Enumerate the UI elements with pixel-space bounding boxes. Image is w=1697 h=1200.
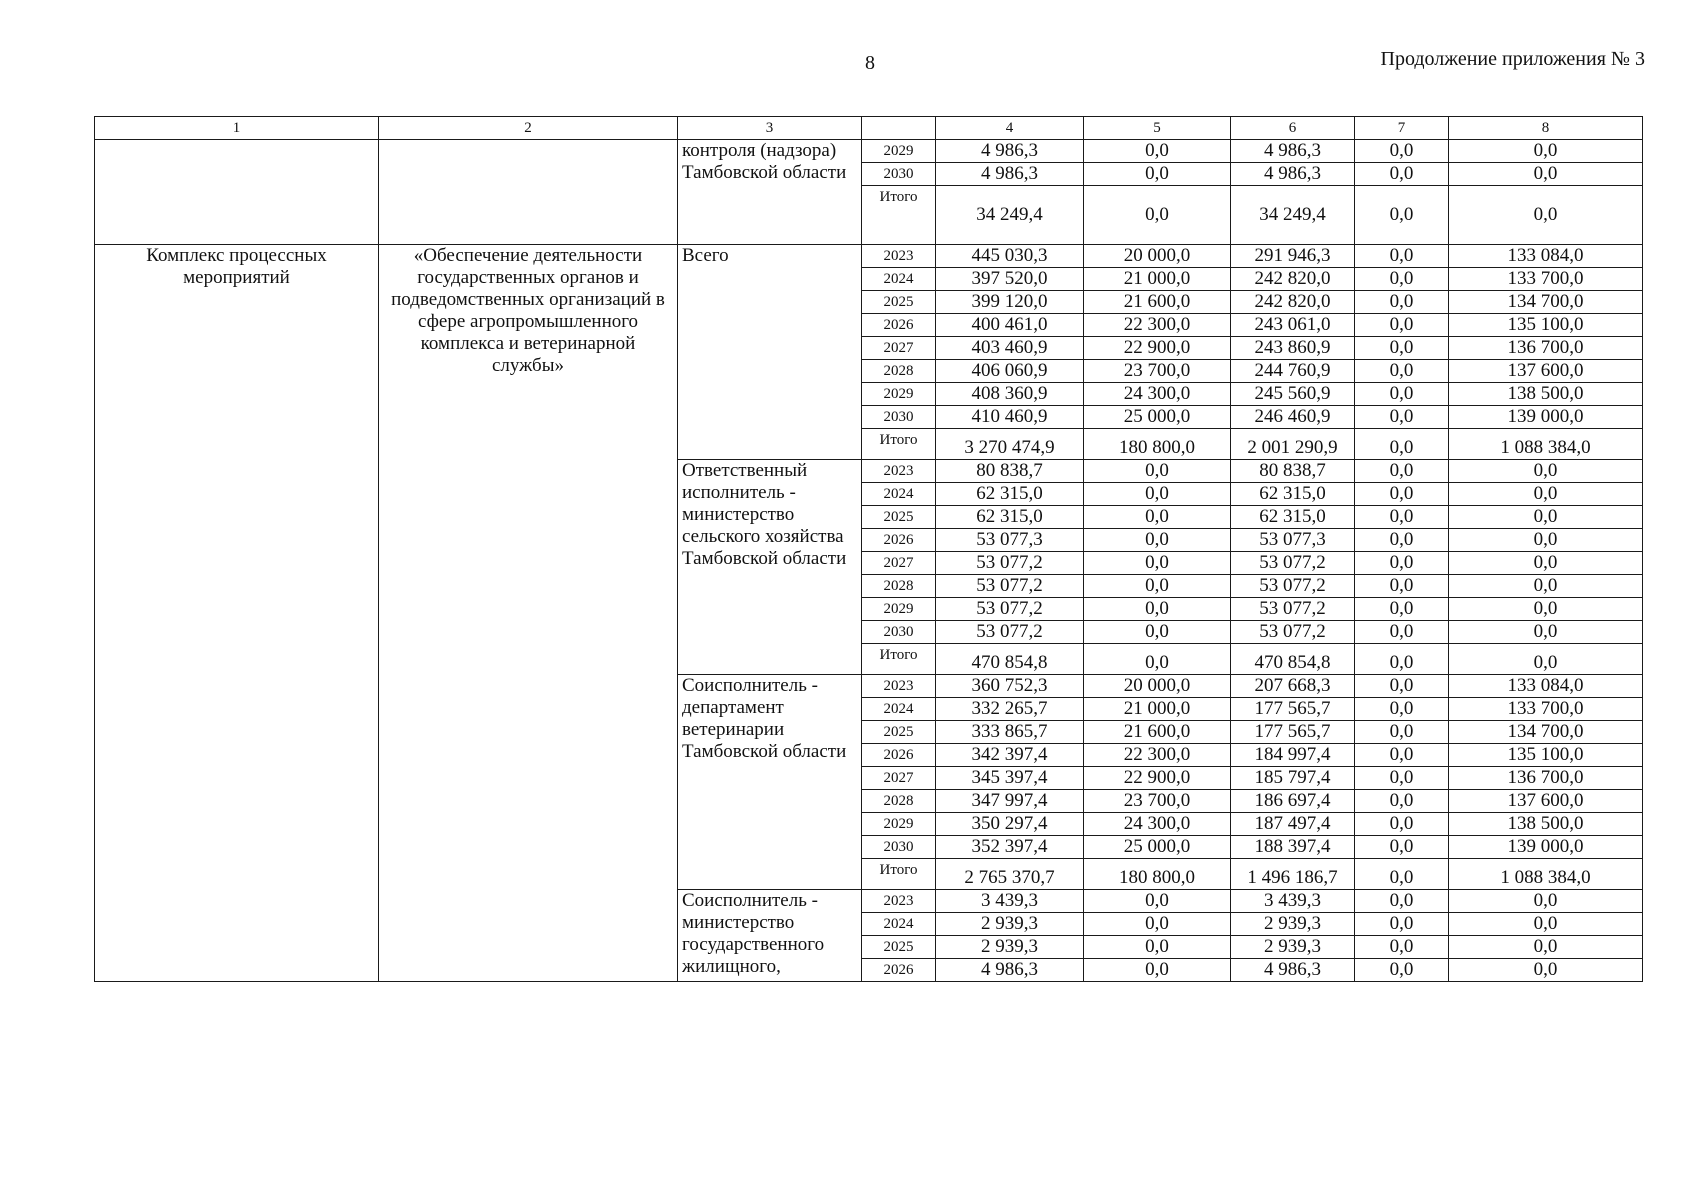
cell-col8: 133 700,0	[1449, 268, 1643, 291]
cell-col7: 0,0	[1355, 890, 1449, 913]
total-cell-col5: 0,0	[1084, 644, 1231, 675]
cell-col5: 24 300,0	[1084, 383, 1231, 406]
year-cell: 2023	[862, 890, 936, 913]
cell-col8: 136 700,0	[1449, 767, 1643, 790]
cell-col7: 0,0	[1355, 959, 1449, 982]
cell-col8: 0,0	[1449, 598, 1643, 621]
total-cell-col8: 1 088 384,0	[1449, 859, 1643, 890]
total-cell-col7: 0,0	[1355, 186, 1449, 245]
column-header-4	[862, 117, 936, 140]
cell-col6: 62 315,0	[1231, 506, 1355, 529]
cell-col5: 0,0	[1084, 140, 1231, 163]
cell-col5: 0,0	[1084, 959, 1231, 982]
cell-col6: 242 820,0	[1231, 291, 1355, 314]
column-header-2: 2	[379, 117, 678, 140]
cell-col6: 184 997,4	[1231, 744, 1355, 767]
cell-col5: 0,0	[1084, 913, 1231, 936]
cell-col6: 243 860,9	[1231, 337, 1355, 360]
cell-col5: 23 700,0	[1084, 790, 1231, 813]
cell-col6: 53 077,3	[1231, 529, 1355, 552]
cell-col4: 352 397,4	[936, 836, 1084, 859]
appendix-label: Продолжение приложения № 3	[1380, 48, 1645, 70]
cell-col8: 139 000,0	[1449, 836, 1643, 859]
cell-col6: 177 565,7	[1231, 698, 1355, 721]
cell-col7: 0,0	[1355, 913, 1449, 936]
cell-col4: 53 077,2	[936, 552, 1084, 575]
cell-col5: 25 000,0	[1084, 836, 1231, 859]
year-cell: 2025	[862, 291, 936, 314]
cell-col4: 62 315,0	[936, 506, 1084, 529]
cell-col7: 0,0	[1355, 698, 1449, 721]
year-cell: 2030	[862, 836, 936, 859]
year-cell: 2023	[862, 245, 936, 268]
cell-col7: 0,0	[1355, 767, 1449, 790]
cell-col8: 133 700,0	[1449, 698, 1643, 721]
executor-cell: Соисполнитель - министерство государственного жилищного,	[678, 890, 862, 982]
cell-col6: 207 668,3	[1231, 675, 1355, 698]
cell-col6: 53 077,2	[1231, 621, 1355, 644]
cell-col5: 0,0	[1084, 936, 1231, 959]
cell-col7: 0,0	[1355, 598, 1449, 621]
empty-cell-col2	[379, 140, 678, 245]
year-cell: 2028	[862, 360, 936, 383]
year-cell: 2029	[862, 598, 936, 621]
year-cell: 2029	[862, 383, 936, 406]
budget-table	[94, 116, 1643, 982]
year-cell: 2028	[862, 790, 936, 813]
year-cell: 2030	[862, 163, 936, 186]
cell-col5: 20 000,0	[1084, 675, 1231, 698]
cell-col7: 0,0	[1355, 245, 1449, 268]
year-cell: 2023	[862, 460, 936, 483]
column-header-1: 1	[95, 117, 379, 140]
cell-col8: 139 000,0	[1449, 406, 1643, 429]
column-header-3: 3	[678, 117, 862, 140]
total-cell-col8: 0,0	[1449, 186, 1643, 245]
cell-col8: 133 084,0	[1449, 245, 1643, 268]
cell-col4: 399 120,0	[936, 291, 1084, 314]
total-label-cell: Итого	[862, 429, 936, 460]
cell-col5: 21 600,0	[1084, 721, 1231, 744]
year-cell: 2025	[862, 936, 936, 959]
cell-col5: 22 900,0	[1084, 767, 1231, 790]
cell-col4: 4 986,3	[936, 140, 1084, 163]
cell-col6: 242 820,0	[1231, 268, 1355, 291]
cell-col5: 21 000,0	[1084, 268, 1231, 291]
cell-col6: 187 497,4	[1231, 813, 1355, 836]
cell-col5: 0,0	[1084, 575, 1231, 598]
cell-col7: 0,0	[1355, 529, 1449, 552]
cell-col6: 186 697,4	[1231, 790, 1355, 813]
year-cell: 2025	[862, 721, 936, 744]
column-header-5: 4	[936, 117, 1084, 140]
cell-col7: 0,0	[1355, 460, 1449, 483]
cell-col8: 0,0	[1449, 163, 1643, 186]
empty-cell-col1	[95, 140, 379, 245]
cell-col7: 0,0	[1355, 721, 1449, 744]
year-cell: 2024	[862, 268, 936, 291]
total-cell-col7: 0,0	[1355, 859, 1449, 890]
cell-col6: 2 939,3	[1231, 936, 1355, 959]
cell-col5: 0,0	[1084, 460, 1231, 483]
total-cell-col4: 470 854,8	[936, 644, 1084, 675]
cell-col4: 342 397,4	[936, 744, 1084, 767]
cell-col7: 0,0	[1355, 140, 1449, 163]
executor-cell: Соисполнитель - департамент ветеринарии Тамбовской области	[678, 675, 862, 890]
cell-col8: 0,0	[1449, 529, 1643, 552]
cell-col6: 177 565,7	[1231, 721, 1355, 744]
cell-col8: 0,0	[1449, 621, 1643, 644]
total-cell-col5: 180 800,0	[1084, 429, 1231, 460]
cell-col6: 245 560,9	[1231, 383, 1355, 406]
cell-col7: 0,0	[1355, 936, 1449, 959]
total-cell-col5: 0,0	[1084, 186, 1231, 245]
cell-col5: 20 000,0	[1084, 245, 1231, 268]
table-row	[95, 245, 1643, 268]
total-cell-col6: 34 249,4	[1231, 186, 1355, 245]
cell-col4: 4 986,3	[936, 163, 1084, 186]
cell-col7: 0,0	[1355, 506, 1449, 529]
year-cell: 2027	[862, 552, 936, 575]
cell-col8: 138 500,0	[1449, 383, 1643, 406]
cell-col5: 0,0	[1084, 529, 1231, 552]
cell-col8: 0,0	[1449, 890, 1643, 913]
column-header-7: 6	[1231, 117, 1355, 140]
total-label-cell: Итого	[862, 644, 936, 675]
cell-col6: 185 797,4	[1231, 767, 1355, 790]
cell-col4: 4 986,3	[936, 959, 1084, 982]
total-cell-col7: 0,0	[1355, 429, 1449, 460]
year-cell: 2024	[862, 698, 936, 721]
cell-col6: 62 315,0	[1231, 483, 1355, 506]
column-header-row	[95, 117, 1643, 140]
year-cell: 2029	[862, 813, 936, 836]
cell-col4: 53 077,2	[936, 621, 1084, 644]
cell-col8: 0,0	[1449, 506, 1643, 529]
cell-col4: 345 397,4	[936, 767, 1084, 790]
year-cell: 2027	[862, 767, 936, 790]
cell-col6: 4 986,3	[1231, 959, 1355, 982]
cell-col4: 408 360,9	[936, 383, 1084, 406]
year-cell: 2030	[862, 621, 936, 644]
cell-col7: 0,0	[1355, 675, 1449, 698]
cell-col5: 0,0	[1084, 552, 1231, 575]
cell-col4: 406 060,9	[936, 360, 1084, 383]
year-cell: 2025	[862, 506, 936, 529]
year-cell: 2027	[862, 337, 936, 360]
cell-col5: 24 300,0	[1084, 813, 1231, 836]
page-number: 8	[865, 52, 875, 74]
cell-col5: 0,0	[1084, 163, 1231, 186]
cell-col4: 80 838,7	[936, 460, 1084, 483]
cell-col5: 22 300,0	[1084, 744, 1231, 767]
cell-col7: 0,0	[1355, 813, 1449, 836]
complex-name-cell: «Обеспечение деятельности государственных органов и подведомственных организаций в сфере агропромышленного комплекса и ветеринарной службы»	[379, 245, 678, 982]
cell-col6: 53 077,2	[1231, 552, 1355, 575]
total-cell-col6: 470 854,8	[1231, 644, 1355, 675]
total-cell-col4: 34 249,4	[936, 186, 1084, 245]
cell-col5: 0,0	[1084, 483, 1231, 506]
cell-col7: 0,0	[1355, 483, 1449, 506]
cell-col6: 244 760,9	[1231, 360, 1355, 383]
cell-col7: 0,0	[1355, 406, 1449, 429]
year-cell: 2026	[862, 314, 936, 337]
cell-col7: 0,0	[1355, 744, 1449, 767]
total-label-cell: Итого	[862, 186, 936, 245]
cell-col4: 410 460,9	[936, 406, 1084, 429]
cell-col8: 135 100,0	[1449, 314, 1643, 337]
cell-col6: 3 439,3	[1231, 890, 1355, 913]
total-label-cell: Итого	[862, 859, 936, 890]
year-cell: 2024	[862, 913, 936, 936]
cell-col8: 136 700,0	[1449, 337, 1643, 360]
cell-col7: 0,0	[1355, 268, 1449, 291]
cell-col6: 246 460,9	[1231, 406, 1355, 429]
cell-col8: 0,0	[1449, 460, 1643, 483]
executor-cell: контроля (надзора) Тамбовской области	[678, 140, 862, 245]
column-header-8: 7	[1355, 117, 1449, 140]
cell-col7: 0,0	[1355, 790, 1449, 813]
year-cell: 2029	[862, 140, 936, 163]
cell-col7: 0,0	[1355, 383, 1449, 406]
year-cell: 2028	[862, 575, 936, 598]
table-row	[95, 140, 1643, 163]
cell-col5: 25 000,0	[1084, 406, 1231, 429]
cell-col4: 350 297,4	[936, 813, 1084, 836]
cell-col6: 4 986,3	[1231, 140, 1355, 163]
year-cell: 2026	[862, 959, 936, 982]
cell-col4: 62 315,0	[936, 483, 1084, 506]
cell-col6: 2 939,3	[1231, 913, 1355, 936]
cell-col8: 137 600,0	[1449, 360, 1643, 383]
cell-col6: 4 986,3	[1231, 163, 1355, 186]
year-cell: 2023	[862, 675, 936, 698]
cell-col5: 21 000,0	[1084, 698, 1231, 721]
cell-col8: 137 600,0	[1449, 790, 1643, 813]
total-cell-col5: 180 800,0	[1084, 859, 1231, 890]
cell-col4: 2 939,3	[936, 913, 1084, 936]
cell-col5: 0,0	[1084, 621, 1231, 644]
cell-col8: 0,0	[1449, 959, 1643, 982]
cell-col7: 0,0	[1355, 163, 1449, 186]
cell-col7: 0,0	[1355, 621, 1449, 644]
cell-col4: 332 265,7	[936, 698, 1084, 721]
cell-col6: 80 838,7	[1231, 460, 1355, 483]
cell-col8: 0,0	[1449, 913, 1643, 936]
cell-col8: 134 700,0	[1449, 721, 1643, 744]
year-cell: 2030	[862, 406, 936, 429]
cell-col7: 0,0	[1355, 337, 1449, 360]
cell-col5: 22 900,0	[1084, 337, 1231, 360]
total-cell-col4: 3 270 474,9	[936, 429, 1084, 460]
cell-col7: 0,0	[1355, 575, 1449, 598]
cell-col4: 53 077,2	[936, 598, 1084, 621]
cell-col8: 134 700,0	[1449, 291, 1643, 314]
cell-col4: 400 461,0	[936, 314, 1084, 337]
total-cell-col4: 2 765 370,7	[936, 859, 1084, 890]
column-header-9: 8	[1449, 117, 1643, 140]
cell-col8: 0,0	[1449, 936, 1643, 959]
cell-col8: 135 100,0	[1449, 744, 1643, 767]
cell-col4: 347 997,4	[936, 790, 1084, 813]
cell-col4: 333 865,7	[936, 721, 1084, 744]
cell-col7: 0,0	[1355, 552, 1449, 575]
cell-col4: 3 439,3	[936, 890, 1084, 913]
year-cell: 2024	[862, 483, 936, 506]
cell-col4: 403 460,9	[936, 337, 1084, 360]
total-cell-col6: 2 001 290,9	[1231, 429, 1355, 460]
total-cell-col6: 1 496 186,7	[1231, 859, 1355, 890]
executor-cell: Всего	[678, 245, 862, 460]
executor-cell: Ответственный исполнитель - министерство сельского хозяйства Тамбовской области	[678, 460, 862, 675]
cell-col8: 0,0	[1449, 575, 1643, 598]
cell-col8: 0,0	[1449, 552, 1643, 575]
total-cell-col8: 1 088 384,0	[1449, 429, 1643, 460]
cell-col5: 22 300,0	[1084, 314, 1231, 337]
cell-col8: 0,0	[1449, 483, 1643, 506]
cell-col8: 133 084,0	[1449, 675, 1643, 698]
cell-col5: 0,0	[1084, 506, 1231, 529]
cell-col4: 2 939,3	[936, 936, 1084, 959]
cell-col7: 0,0	[1355, 291, 1449, 314]
cell-col6: 53 077,2	[1231, 598, 1355, 621]
cell-col4: 445 030,3	[936, 245, 1084, 268]
cell-col7: 0,0	[1355, 360, 1449, 383]
cell-col7: 0,0	[1355, 314, 1449, 337]
cell-col4: 360 752,3	[936, 675, 1084, 698]
year-cell: 2026	[862, 744, 936, 767]
total-cell-col8: 0,0	[1449, 644, 1643, 675]
cell-col5: 23 700,0	[1084, 360, 1231, 383]
cell-col6: 188 397,4	[1231, 836, 1355, 859]
year-cell: 2026	[862, 529, 936, 552]
cell-col6: 53 077,2	[1231, 575, 1355, 598]
cell-col4: 397 520,0	[936, 268, 1084, 291]
cell-col6: 291 946,3	[1231, 245, 1355, 268]
column-header-6: 5	[1084, 117, 1231, 140]
total-cell-col7: 0,0	[1355, 644, 1449, 675]
cell-col7: 0,0	[1355, 836, 1449, 859]
cell-col8: 138 500,0	[1449, 813, 1643, 836]
cell-col5: 0,0	[1084, 598, 1231, 621]
cell-col5: 21 600,0	[1084, 291, 1231, 314]
cell-col8: 0,0	[1449, 140, 1643, 163]
cell-col4: 53 077,3	[936, 529, 1084, 552]
cell-col6: 243 061,0	[1231, 314, 1355, 337]
cell-col5: 0,0	[1084, 890, 1231, 913]
complex-type-cell: Комплекс процессных мероприятий	[95, 245, 379, 982]
cell-col4: 53 077,2	[936, 575, 1084, 598]
